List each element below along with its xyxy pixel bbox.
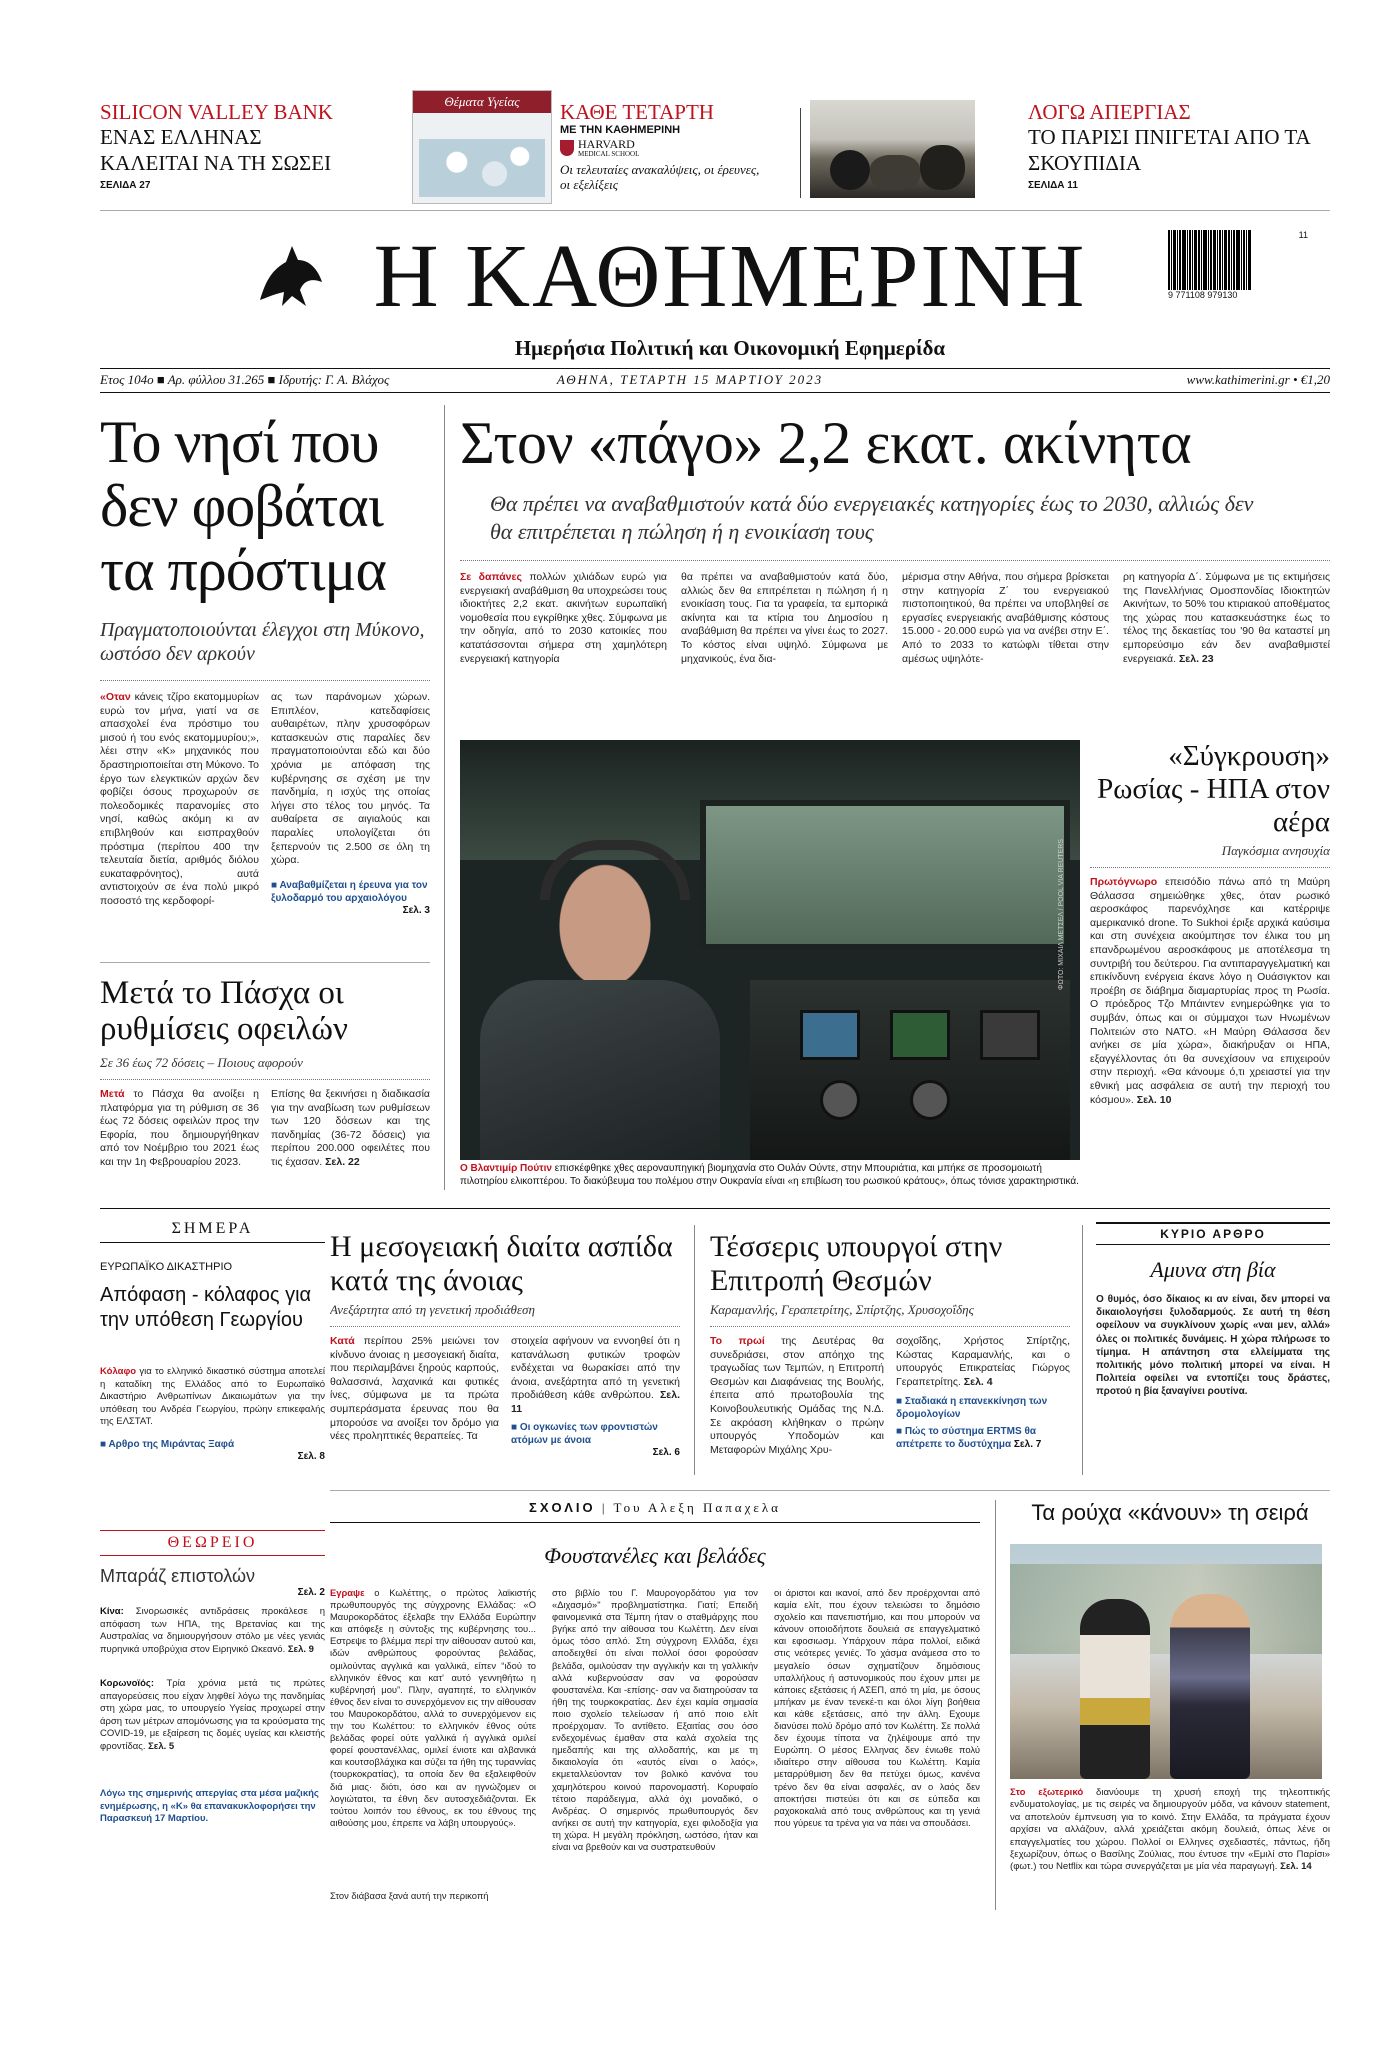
diet-col2 [511, 1335, 680, 1417]
ministers-ref1[interactable]: ■ Σταδιακά η επανεκκίνηση των δρομολογίων [896, 1396, 1048, 1420]
photo-credit: ΦΩΤΟ: ΜΙΧΑΙΛ ΜΕΤΣΕΛ / POOL VIA REUTERS [1058, 839, 1065, 990]
teaser-paris-title: ΤΟ ΠΑΡΙΣΙ ΠΝΙΓΕΤΑΙ ΑΠΟ ΤΑ ΣΚΟΥΠΙΔΙΑ [1028, 125, 1310, 175]
emily-in-paris-photo [1010, 1544, 1322, 1779]
lead-lead: Σε δαπάνες [460, 571, 522, 583]
dateline-left: Ετος 104ο ■ Αρ. φύλλου 31.265 ■ Ιδρυτής: Γ. Α. Βλάχος [100, 372, 390, 387]
today-body-text: για το ελληνικό δικαστικό σύστημα αποτελεί η καταδίκη της Ελλάδος από το Ευρωπαϊκό Δικαστήριο Ανθρωπίνων Δικαιωμάτων για την υπόθεση του Ανδρέα Γεωργίου, πρώην επικεφαλής της ΕΛΣΤΑΤ. [100, 1366, 325, 1427]
today-label: ΣΗΜΕΡΑ [100, 1220, 325, 1243]
diet-col2-page: Σελ. 11 [511, 1389, 680, 1415]
today-ref-text: Αρθρο της Μιράντας Ξαφά [108, 1439, 235, 1450]
teaser-harvard-kicker: ΚΑΘΕ ΤΕΤΑΡΤΗ [560, 100, 714, 124]
comment-section[interactable]: ΣΧΟΛΙΟ | Του Αλεξη Παπαχελα Φουστανέλες και βελάδες Εγραψε ο Κωλέττης, ο πρώτος λαϊκιστής πρωθυπουργός της σύγχρονης Ελλάδας: «Ο Μαυροκορδάτος έξελαβε την Ελλάδα Ευρώπην και απόφεξε η σύντοξις της κυβέρνησης του... Εστρεψε το βλέμμα περί την αίθουσαν αυτού και, ιδών ανθρώπους φορούντας βελάδας, ομιλούντας αγγλικά και γαλλικά, είπεν “ιδού το ελληνικόν έθνος και κατ' αυτό γεννηθήτω η κυβέρνησή μου”. Πλην, αγαπητέ, το ελληνικόν έθνος δεν είναι το συνερχόμενον εις την αίθουσαν του Μαυροκορδάτου, αλλά το συνερχόμενον εις την του Κωλέττου: το ελληνικόν έθνος ούτε βελάδας φορεί ούτε γαλλικά ή αγγλικά ομιλεί φορεί φουστανέλλας, ομιλεί ένιοτε και αλβανικά και κουτσοβλάχικα και σύζει τα ήθη της τυραννίας (τουρκοκρατίας), τα οποία δεν θα εξαλειφθούν διά μιας· διότι, όσο και αν ηγνώζομεν οι λογιώτατοι, τα έθνη δεν αυτοσχεδιάζονται. Εκ τούτου λοιπόν του έθνους, εκ του έθνους της αιθούσης μου, έπρεπε να λάβη υπουργούς». Στον διάβασα ξανά αυτή την περικοπή στο βιβλίο του Γ. Μαυρογορδάτου για τον «Διχασμό»" προβληματίστηκα. Γιατί; Επειδή φαινομενικά στα Τέμπη ήταν ο σταθμάρχης που βγήκε από την αίθουσα του Κωλέττη. Δεν είναι όμως τόσο απλό. Στη σύγχρονη Ελλάδα, έχει αποδειχθεί ότι είναι πολλοί όσοι φορούσαν βελάδα, ομιλούσαν την αγγλικήν και τη γαλλικήν αλλά κυβερνούσαν σαν να φορούσαν φουστανέλα. Και -επίσης- σαν να διατηρούσαν τα ήθη της τουρκοκρατίας. Δεν έχει καμία σημασία ποιο σχολείο τελείωσαν ή από ποιο ελίτ προέρχομαν. Το αντίθετο. Εξαιτίας σου όσο ενδεχομένως έμαθαν στα καλά σχολεία της ημεδαπής και της αλλοδαπής, και με τη δικαιολογία ότι «αυτός είναι ο λαός», εκμεταλλεύονταν τον βολικό κανόνα του χαμηλότερου κοινού παρονομαστή. Κορυφαίο τέτοιο παράδειγμα, αλλά όχι μοναδικό, ο Ανδρέας. Ο σημερινός πρωθυπουργός δεν ανήκει σε αυτή την κατηγορία, εχει φιλοδοξία για τη χώρα. Η μεγάλη πρόκληση, ωστόσο, ήταν και είναι να βρεθούν και να συστρατευθούν οι άριστοι και ικανοί, από δεν προέρχονται από καμία ελίτ, που έχουν τελειώσει το δημόσιο σχολείο και πανεπιστήμιο, και που μπορούν να κάνουν οποιοδήποτε δουλειά σε επαγγελματικό και εφοσιωσμ. Υπάρχουν πάρα πολλοί, ειδικά στις νεότερες γενιές. Το χάσμα ανάμεσα στο το μεγαλείο όσων σχηματίζουν δημόσιους υπαλλήλους ή αστυνομικούς που έχουν μπει με κάποιες εξετάσεις ή ΑΣΕΠ, από τη μία, με όσους μπήκαν με έναν τενεκέ-τι και όλοι λίγη βοήθεια και κάθε εξετάσεις, από την άλλη. Εχουμε διανύσει πολύ δρόμο από τον Κωλέττη. Σε πολλά δεν έχουμε τίποτα να ζηλέψουμε από την Ευρώπη. Ο μέσος Ελληνας δεν ένιωθε πολύ ιδιαίτερο στην αίθουσα του Κωλέττη. Καμία μεταρρύθμιση δεν θα πετύχει όμως, κανένα τρένο δεν θα είναι ασφαλές, αν ο λαός δεν αποκτήσει πιστεύει ότι και σε εύπεδα και ραχοκοκαλιά από τους ανθρώπους και τη γενιά που γύρευε τα τρένα για να πάει να σπουδάσει. [330, 1500, 980, 1901]
debts-headline: Μετά το Πάσχα οι ρυθμίσεις οφειλών [100, 975, 348, 1047]
diet-deck: Ανεξάρτητα από τη γενετική προδιάθεση [330, 1302, 535, 1317]
ministers-ref2[interactable]: ■ Πώς το σύστημα ERTMS θα απέτρεπε το δυστύχημα Σελ. 7 [896, 1426, 1042, 1450]
story-debts[interactable] [100, 975, 430, 1190]
lead-page: Σελ. 23 [1178, 652, 1214, 665]
teaser-svb-kicker: SILICON VALLEY BANK [100, 100, 333, 124]
lead-col1-text: πολλών χιλιάδων ευρώ για ενεργειακή αναβάθμιση θα υποχρεώσει τους ιδιοκτήτες 2,2 εκατ. ακινήτων ευρωπαϊκή νομοθεσία που εγκρίθηκε χθες. Σύμφωνα με την οδηγία, από το 2030 κατοικίες που κατατάσσονται σήμερα στη χαμηλότερη ενεργειακή κατηγορία [460, 571, 667, 665]
masthead-title: Η ΚΑΘΗΜΕΡΙΝΗ [373, 228, 1087, 326]
diet-lead: Κατά [330, 1335, 355, 1347]
comment-author: Του Αλεξη Παπαχελα [613, 1500, 781, 1515]
lead-headline: Στον «πάγο» 2,2 εκατ. ακίνητα [460, 410, 1192, 476]
ministers-page: Σελ. 7 [1013, 1439, 1042, 1450]
dateline-right: www.kathimerini.gr • €1,20 [1186, 372, 1330, 387]
ministers-ref1-text: Σταδιακά η επανεκκίνηση των δρομολογίων [896, 1396, 1048, 1420]
teaser-harvard[interactable] [560, 100, 760, 200]
diet-ref-text: Οι ογκωνίες των φροντιστών ατόμων με άνοια [511, 1422, 658, 1446]
comment-lead: Εγραψε [330, 1587, 365, 1598]
lead-col4 [1123, 571, 1330, 701]
story-clash[interactable] [1090, 740, 1330, 1190]
photo-caption-lead: Ο Βλαντιμίρ Πούτιν [460, 1163, 552, 1174]
story-ministers[interactable] [710, 1230, 1070, 1480]
ministers-col2-page: Σελ. 4 [963, 1375, 993, 1388]
theoreio-item2-page: Σελ. 5 [148, 1740, 175, 1752]
diet-col1-text: περίπου 25% μειώνει τον κίνδυνο άνοιας η μεσογειακή διαίτα, που περιλαμβάνει ξηρούς καρπούς, θαλασσινά, λαχανικά και φυτικές ίνες, σύμφωνα με τα πρώτα συμπεράσματα έρευνας που θα μπορούσε να ανοίξει τον δρόμο για νέες προληπτικές θεραπείες. Τα [330, 1335, 499, 1443]
ministers-deck: Καραμανλής, Γεραπετρίτης, Σπίρτζης, Χρυσοχοΐδης [710, 1302, 974, 1317]
ministers-col1-text: της Δευτέρας θα συνεδριάσει, στον απόηχο της τραγωδίας των Τεμπών, η Επιτροπή Θεσμών και Διαφάνειας της Βουλής, έπειτα από πρωτοβουλία της Κοινοβουλευτικής Ομάδας της Ν.Δ. Σε ακρόαση κλήθηκαν ο πρώην υπουργός Υποδομών και Μεταφορών Μιχάλης Χρυ- [710, 1335, 884, 1456]
island-col2: ας των παράνομων χώρων. Επιπλέον, κατεδαφίσεις αυθαιρέτων, πλην χρυσοφόρων κατασκευών στις παραλίες δεν πραγματοποιούνται εδώ και δύο χρόνια με απόφαση της κυβέρνησης σε σχέση με την πανδημία, η ισχύς της οποίας λήγει στο τέλος του μηνός. Τα αυθαίρετα σε αιγιαλούς και παραλίες υπολογίζεται ότι ξεπερνούν τις 2.500 σε όλη τη χώρα. [271, 691, 430, 867]
paris-garbage-photo [810, 100, 975, 198]
island-deck: Πραγματοποιούνται έλεγχοι στη Μύκονο, ωστόσο δεν αρκούν [100, 619, 425, 665]
editorial-label: ΚΥΡΙΟ ΑΡΘΡΟ [1096, 1222, 1330, 1245]
editorial-title: Αμυνα στη βία [1150, 1257, 1276, 1282]
today-ref[interactable]: ■ Αρθρο της Μιράντας Ξαφά [100, 1439, 235, 1450]
comment-col1 [330, 1587, 536, 1890]
teaser-harvard-sub: ΜΕ ΤΗΝ ΚΑΘΗΜΕΡΙΝΗ [560, 124, 681, 136]
teaser-paris[interactable] [1028, 100, 1328, 200]
island-col1 [100, 691, 259, 931]
island-ref[interactable]: ■ Αναβαθμίζεται η έρευνα για τον ξυλοδαρμό του αρχαιολόγου [271, 880, 428, 904]
theoreio-headline: Μπαράζ επιστολών [100, 1566, 256, 1586]
photo-caption-text: επισκέφθηκε χθες αεροναυπηγική βιομηχανία στο Ουλάν Ούντε, στην Μπουριάτια, και μπήκε σε προσομοιωτή πιλοτηρίου ελικοπτέρου. Το διακύβευμα του πολέμου στην Ουκρανία είναι «η επιβίωση του ρωσικού κράτους», όπως τόνισε χαρακτηριστικά. [460, 1163, 1079, 1187]
island-lead: «Οταν [100, 691, 131, 703]
teaser-svb-page: ΣΕΛΙΔΑ 27 [100, 180, 151, 191]
debts-col2 [271, 1088, 430, 1180]
comment-col1-end: Στον διάβασα ξανά αυτή την περικοπή [330, 1890, 489, 1901]
editorial-body: Ο θυμός, όσο δίκαιος κι αν είναι, δεν μπορεί να δικαιολογήσει ξυλοδαρμούς. Σε αυτή τη θέση οφείλουν να συγκλίνουν χωρίς «ναι μεν, αλλά» όλες οι πολιτικές δυνάμεις. Η χώρα πλήρωσε το τίμημα. Η απάντηση στα ελλείμματα της πολιτικής μόνο πολιτική μπορεί να είναι. Η Πολιτεία οφείλει να εντοπίζει τους δράστες, προτού η βία ξαναγίνει ρουτίνα. [1096, 1294, 1330, 1398]
today-body [100, 1366, 325, 1434]
today-page: Σελ. 8 [297, 1451, 325, 1462]
fashion-page: Σελ. 14 [1280, 1861, 1312, 1873]
issue-code: 11 [1298, 230, 1308, 240]
debts-col2-text: Επίσης θα ξεκινήσει η διαδικασία για την αναβίωση των ρυθμίσεων των 120 δόσεων και της πανδημίας (36-72 δόσεις) για περίπου 200.000 οφειλέτες που τις έχασαν. [271, 1088, 430, 1168]
today-kicker: ΕΥΡΩΠΑΪΚΟ ΔΙΚΑΣΤΗΡΙΟ [100, 1261, 233, 1273]
story-fashion[interactable] [1010, 1500, 1330, 1920]
debts-col1-text: το Πάσχα θα ανοίξει η πλατφόρμα για τη ρύθμιση σε 36 έως 72 δόσεις οφειλών προς την Εφορία, που δημιουργήθηκαν από τον Νοέμβριο του 2021 έως και την 1η Φεβρουαρίου 2023. [100, 1088, 259, 1168]
harvard-brand: HARVARD [578, 137, 635, 151]
clash-body-text: επεισόδιο πάνω από τη Μαύρη Θάλασσα σημειώθηκε χθες, όταν ρωσικό αεροσκάφος παρενόχλησε και κατέρριψε αμερικανικό drone. Το Sukhoi έριξε αρχικά καύσιμα και στη συνέχεια ακούμπησε τον έλικα του μη επανδρωμένου αεροσκάφους με αποτέλεσμα τη συντριβή του δεύτερου. Για αντιπαραγγελματική και επικίνδυνη ενέργεια έκανε λόγο η Ουάσιγκτον και προέβη σε διάβημα διαμαρτυρίας προς τη Ρωσία. Ο πρόεδρος Τζο Μπάιντεν ενημερώθηκε για το συμβάν, όπως και οι σύμμαχοι των Ηνωμένων Πολιτειών στο ΝΑΤΟ. «Η Μαύρη Θάλασσα δεν ανήκει σε μία χώρα», διακήρυξαν οι ΗΠΑ, εξαγγέλλοντας ότι θα συνεχίσουν να επιχειρούν στην περιοχή. «Θα κάνουμε ό,τι χρειαστεί για την εθνική μας ασφάλεια σε αυτή την περιοχή του κόσμου». [1090, 876, 1330, 1106]
diet-col1 [330, 1335, 499, 1480]
ministers-col2 [896, 1335, 1070, 1391]
island-ref-text: Αναβαθμίζεται η έρευνα για τον ξυλοδαρμό του αρχαιολόγου [271, 880, 428, 904]
ministers-ref2-text: Πώς το σύστημα ERTMS θα απέτρεπε το δυστύχημα [896, 1426, 1036, 1450]
putin-cockpit-photo [460, 740, 1080, 1160]
fashion-headline: Τα ρούχα «κάνουν» τη σειρά [1031, 1500, 1309, 1525]
ministers-lead: Το πρωί [710, 1335, 765, 1347]
theoreio-item1-page: Σελ. 9 [287, 1643, 314, 1655]
barcode [1168, 230, 1308, 310]
teaser-paris-kicker: ΛΟΓΩ ΑΠΕΡΓΙΑΣ [1028, 100, 1191, 124]
health-magazine-cover[interactable] [412, 90, 552, 204]
fashion-lead: Στο εξωτερικό [1010, 1787, 1084, 1798]
comment-label: ΣΧΟΛΙΟ [529, 1500, 596, 1515]
photo-caption [460, 1162, 1080, 1192]
barcode-number: 9 771108 979130 [1168, 290, 1238, 300]
strike-note: Λόγω της σημερινής απεργίας στα μέσα μαζικής ενημέρωσης, η «Κ» θα επανακυκλοφορήσει την Παρασκευή 17 Μαρτίου. [100, 1788, 319, 1824]
diet-ref[interactable]: ■ Οι ογκωνίες των φροντιστών ατόμων με άνοια [511, 1422, 658, 1446]
today-section[interactable] [100, 1220, 325, 1520]
masthead-subtitle: Ημερήσια Πολιτική και Οικονομική Εφημερίδα [514, 336, 946, 360]
theoreio-item2-lead: Κορωνοϊός: [100, 1678, 154, 1689]
debts-page: Σελ. 22 [325, 1155, 360, 1168]
clash-lead: Πρωτόγνωρο [1090, 876, 1158, 888]
diet-headline: Η μεσογειακή διαίτα ασπίδα κατά της άνοιας [330, 1230, 673, 1297]
debts-deck: Σε 36 έως 72 δόσεις – Ποιους αφορούν [100, 1055, 303, 1070]
theoreio-item1 [100, 1606, 325, 1670]
comment-title: Φουστανέλες και βελάδες [544, 1543, 766, 1568]
debts-col1 [100, 1088, 259, 1180]
diet-page: Σελ. 6 [652, 1447, 680, 1458]
clash-headline: «Σύγκρουση» Ρωσίας - ΗΠΑ στον αέρα [1097, 740, 1330, 838]
harvard-shield-icon [560, 140, 574, 156]
theoreio-item2-text: Τρία χρόνια μετά τις πρώτες απαγορεύσεις που είχαν ληφθεί λόγω της πανδημίας στη χώρα μας, το υπουργείο Υγείας προχωρεί στην άρση των μέτρων απομόνωσης για τα κρούσματα της COVID-19, με εξαίρεση τις δομές υγείας και κλειστής φροντίδας. [100, 1678, 325, 1752]
dateline-date: ΑΘΗΝΑ, ΤΕΤΑΡΤΗ 15 ΜΑΡΤΙΟΥ 2023 [556, 372, 824, 387]
lead-deck: Θα πρέπει να αναβαθμιστούν κατά δύο ενεργειακές κατηγορίες έως το 2030, αλλιώς δεν θα επιτρέπεται η πώληση ή η ενοικίαση τους [490, 491, 1254, 544]
magazine-masthead: Θέματα Υγείας [413, 91, 551, 113]
today-headline: Απόφαση - κόλαφος για την υπόθεση Γεωργίου [100, 1284, 312, 1331]
lead-col4-text: ρη κατηγορία Δ΄. Σύμφωνα με τις εκτιμήσεις της Πανελλήνιας Ομοσπονδίας Ιδιοκτητών Ακινήτων, το 50% του κτιριακού αποθέματος της χώρας που κατασκευάστηκε έως το τέλος της δεκαετίας του '90 θα καταστεί μη εμπορεύσιμο εάν δεν αναβαθμιστεί ενεργειακά. [1123, 571, 1330, 665]
lead-story[interactable] [460, 410, 1330, 730]
ministers-col1 [710, 1335, 884, 1480]
theoreio-page: Σελ. 2 [297, 1587, 325, 1598]
theoreio-item2 [100, 1678, 325, 1780]
clash-deck: Παγκόσμια ανησυχία [1221, 843, 1330, 858]
comment-col1-text: ο Κωλέττης, ο πρώτος λαϊκιστής πρωθυπουργός της σύγχρονης Ελλάδας: «Ο Μαυροκορδάτος έξελαβε την Ελλάδα Ευρώπην και απόφεξε η σύντοξις της κυβέρνησης του... Εστρεψε το βλέμμα περί την αίθουσαν αυτού και, ιδών ανθρώπους φορούντας βελάδας, ομιλούντας αγγλικά και γαλλικά, είπεν “ιδού το ελληνικόν έθνος και κατ' αυτό γεννηθήτω η κυβέρνησή μου”. Πλην, αγαπητέ, το ελληνικόν έθνος δεν είναι το συνερχόμενον εις την αίθουσαν του Μαυροκορδάτου, αλλά το συνερχόμενον εις την του Κωλέττου: το ελληνικόν έθνος ούτε βελάδας φορεί ούτε γαλλικά ή αγγλικά ομιλεί φορεί φουστανέλλας, ομιλεί ένιοτε και αλβανικά και κουτσοβλάχικα και σύζει τα ήθη της τυραννίας (τουρκοκρατίας), τα οποία δεν θα εξαλειφθούν διά μιας· διότι, όσο και αν ηγνώζομεν οι λογιώτατοι, τα έθνη δεν αυτοσχεδιάζονται. Εκ τούτου λοιπόν του έθνους, εκ του έθνους της αιθούσης μου, έπρεπε να λάβη υπουργούς». [330, 1587, 536, 1828]
today-lead: Κόλαφο [100, 1366, 137, 1377]
fashion-body [1010, 1787, 1330, 1917]
island-headline: Το νησί που δεν φοβάται τα πρόστιμα [100, 410, 386, 603]
lead-col2: θα πρέπει να αναβαθμιστούν κατά δύο, αλλιώς δεν θα επιτρέπεται η πώληση ή η ενοικίαση τους. Για τα γραφεία, τα εμπορικά ακίνητα και τα κτίρια του Δημοσίου η αναβάθμιση θα πρέπει να γίνει έως το 2027. Το κόστος είναι υψηλό. Σύμφωνα με μηχανικούς, ένα δια- [681, 571, 888, 665]
debts-lead: Μετά [100, 1088, 125, 1100]
clash-body [1090, 876, 1330, 1174]
lead-col1 [460, 571, 667, 701]
teaser-svb-title: ΕΝΑΣ ΕΛΛΗΝΑΣ ΚΑΛΕΙΤΑΙ ΝΑ ΤΗ ΣΩΣΕΙ [100, 125, 332, 175]
island-col1-text: κάνεις τζίρο εκατομμυρίων ευρώ τον μήνα, γιατί να σε απασχολεί ένα πρόστιμο του μισού ή του ενός εκατομμυρίου;», λέει στην «Κ» μηχανικός που δραστηριοποιείται στη Μύκονο. Το έργο των ελεγκτικών αρχών δεν φοβίζει όσους προχωρούν σε πολεοδομικές παρανομίες στο νησί, καθώς ακόμη κι αν επιβληθούν και εισπραχθούν πρόστιμα (περίπου 400 την τελευταία διετία, αριθμός διόλου ευκαταφρόνητος), αυτά αντιστοιχούν σε ένα πολύ μικρό ποσοστό της κερδοφορί- [100, 691, 259, 907]
theoreio-section[interactable] [100, 1530, 325, 1900]
clash-page: Σελ. 10 [1136, 1093, 1172, 1106]
teaser-paris-page: ΣΕΛΙΔΑ 11 [1028, 180, 1078, 191]
pills-image [419, 139, 545, 197]
griffin-logo-icon [252, 240, 328, 312]
theoreio-item1-lead: Κίνα: [100, 1606, 124, 1617]
lead-col3: μέρισμα στην Αθήνα, που σήμερα βρίσκεται στην κατηγορία Ζ΄ του ενεργειακού πιστοποιητικού, θα πρέπει να υποβληθεί σε εργασίες ενεργειακής αναβάθμισης κόστους 15.000 - 20.000 ευρώ για να ανέβει στην Ε΄. Από το 2033 το κατώφλι τίθεται στην αμέσως υψηλότε- [902, 571, 1109, 665]
island-page: Σελ. 3 [402, 905, 430, 916]
diet-col2-text: στοιχεία αφήνουν να εννοηθεί ότι η κατανάλωση φυτικών τροφών ενδέχεται να θωρακίσει από την άνοια, ανεξάρτητα από τη γενετική προδιάθεση κάθε ανθρώπου. [511, 1335, 680, 1402]
theoreio-label: ΘΕΩΡΕΙΟ [100, 1530, 325, 1556]
fashion-body-text: διανύουμε τη χρυσή εποχή της τηλεοπτικής ενδυματολογίας, με τις σειρές να δημιουργούν μόδα, να κάνουν statement, να αποτελούν έμπνευση για το κοινό. Στην Ελλάδα, τα πράγματα έχουν αρχίσει να αλλάζουν, αλλά χρειάζεται ακόμη δουλειά, όπως λένε οι επαγγελματίες του χώρου. Πολλοί οι Ελληνες σχεδιαστές, πάντως, ήδη ξεχωρίζουν, όπως ο Βασίλης Ζούλιας, που έντυσε την «Εμιλί στο Παρίσι» (φωτ.) του Netflix και τώρα συνεργάζεται με μία νέα παραγωγή. [1010, 1787, 1330, 1873]
story-island[interactable] [100, 410, 430, 950]
editorial[interactable] [1096, 1222, 1330, 1477]
teaser-harvard-text: Οι τελευταίες ανακαλύψεις, οι έρευνες, οι εξελίξεις [560, 162, 760, 192]
comment-col2: στο βιβλίο του Γ. Μαυρογορδάτου για τον «Διχασμό»" προβληματίστηκα. Γιατί; Επειδή φαινομενικά στα Τέμπη ήταν ο σταθμάρχης που βγήκε από την αίθουσα του Κωλέττη. Δεν είναι όμως τόσο απλό. Στη σύγχρονη Ελλάδα, έχει αποδειχθεί ότι είναι πολλοί όσοι φορούσαν βελάδα, ομιλούσαν την αγγλικήν και τη γαλλικήν αλλά κυβερνούσαν σαν να φορούσαν φουστανέλα. Και -επίσης- σαν να διατηρούσαν τα ήθη της τουρκοκρατίας. Δεν έχει καμία σημασία ποιο σχολείο τελείωσαν ή από ποιο ελίτ προέρχομαν. Το αντίθετο. Εξαιτίας σου όσο ενδεχομένως έμαθαν στα καλά σχολεία της ημεδαπής και της αλλοδαπής, και με τη δικαιολογία ότι «αυτός είναι ο λαός», εκμεταλλεύονταν τον βολικό κανόνα του χαμηλότερου κοινού παρονομαστή. Κορυφαίο τέτοιο παράδειγμα, αλλά όχι μοναδικό, ο Ανδρέας. Ο σημερινός πρωθυπουργός δεν ανήκει σε αυτή την κατηγορία, εχει φιλοδοξία για τη χώρα. Η μεγάλη πρόκληση, ωστόσο, ήταν και είναι να βρεθούν και να συστρατευθούν [552, 1587, 758, 1852]
comment-col3: οι άριστοι και ικανοί, από δεν προέρχονται από καμία ελίτ, που έχουν τελειώσει το δημόσιο σχολείο και πανεπιστήμιο, και που μπορούν να κάνουν οποιοδήποτε δουλειά σε επαγγελματικό και εφοσιωσμ. Υπάρχουν πάρα πολλοί, ειδικά στις νεότερες γενιές. Το χάσμα ανάμεσα στο το μεγαλείο όσων σχηματίζουν δημόσιους υπαλλήλους ή αστυνομικούς που έχουν μπει με κάποιες εξετάσεις ή ΑΣΕΠ, από τη μία, με όσους μπήκαν με έναν τενεκέ-τι και όλοι λίγη βοήθεια και κάθε εξετάσεις, από την άλλη. Εχουμε διανύσει πολύ δρόμο από τον Κωλέττη. Σε πολλά δεν έχουμε τίποτα να ζηλέψουμε από την Ευρώπη. Ο μέσος Ελληνας δεν ένιωθε πολύ ιδιαίτερο στην αίθουσα του Κωλέττη. Καμία μεταρρύθμιση δεν θα πετύχει όμως, κανένα τρένο δεν θα είναι ασφαλές, αν ο λαός δεν αποκτήσει πιστεύει ότι και σε εύπεδα και ραχοκοκαλιά από τους ανθρώπους και τη γενιά που γύρευε τα τρένα για να πάει να σπουδάσει. [774, 1587, 980, 1828]
theoreio-item1-text: Σινορωσικές αντιδράσεις προκάλεσε η απόφαση των ΗΠΑ, της Βρετανίας και της Αυστραλίας να δημιουργήσουν στόλο με νέες γενιάς πυρηνικά υποβρύχια στον Ειρηνικό Ωκεανό. [100, 1606, 325, 1655]
ministers-headline: Τέσσερις υπουργοί στην Επιτροπή Θεσμών [710, 1230, 1003, 1297]
ministers-col2-text: σοχοΐδης, Χρήστος Σπίρτζης, Κώστας Καραμανλής, και ο υπουργός Επικρατείας Γιώργος Γεραπετρίτης. [896, 1335, 1070, 1388]
teaser-svb[interactable] [100, 100, 350, 200]
story-diet[interactable] [330, 1230, 680, 1480]
harvard-brand-sub: MEDICAL SCHOOL [578, 150, 640, 158]
